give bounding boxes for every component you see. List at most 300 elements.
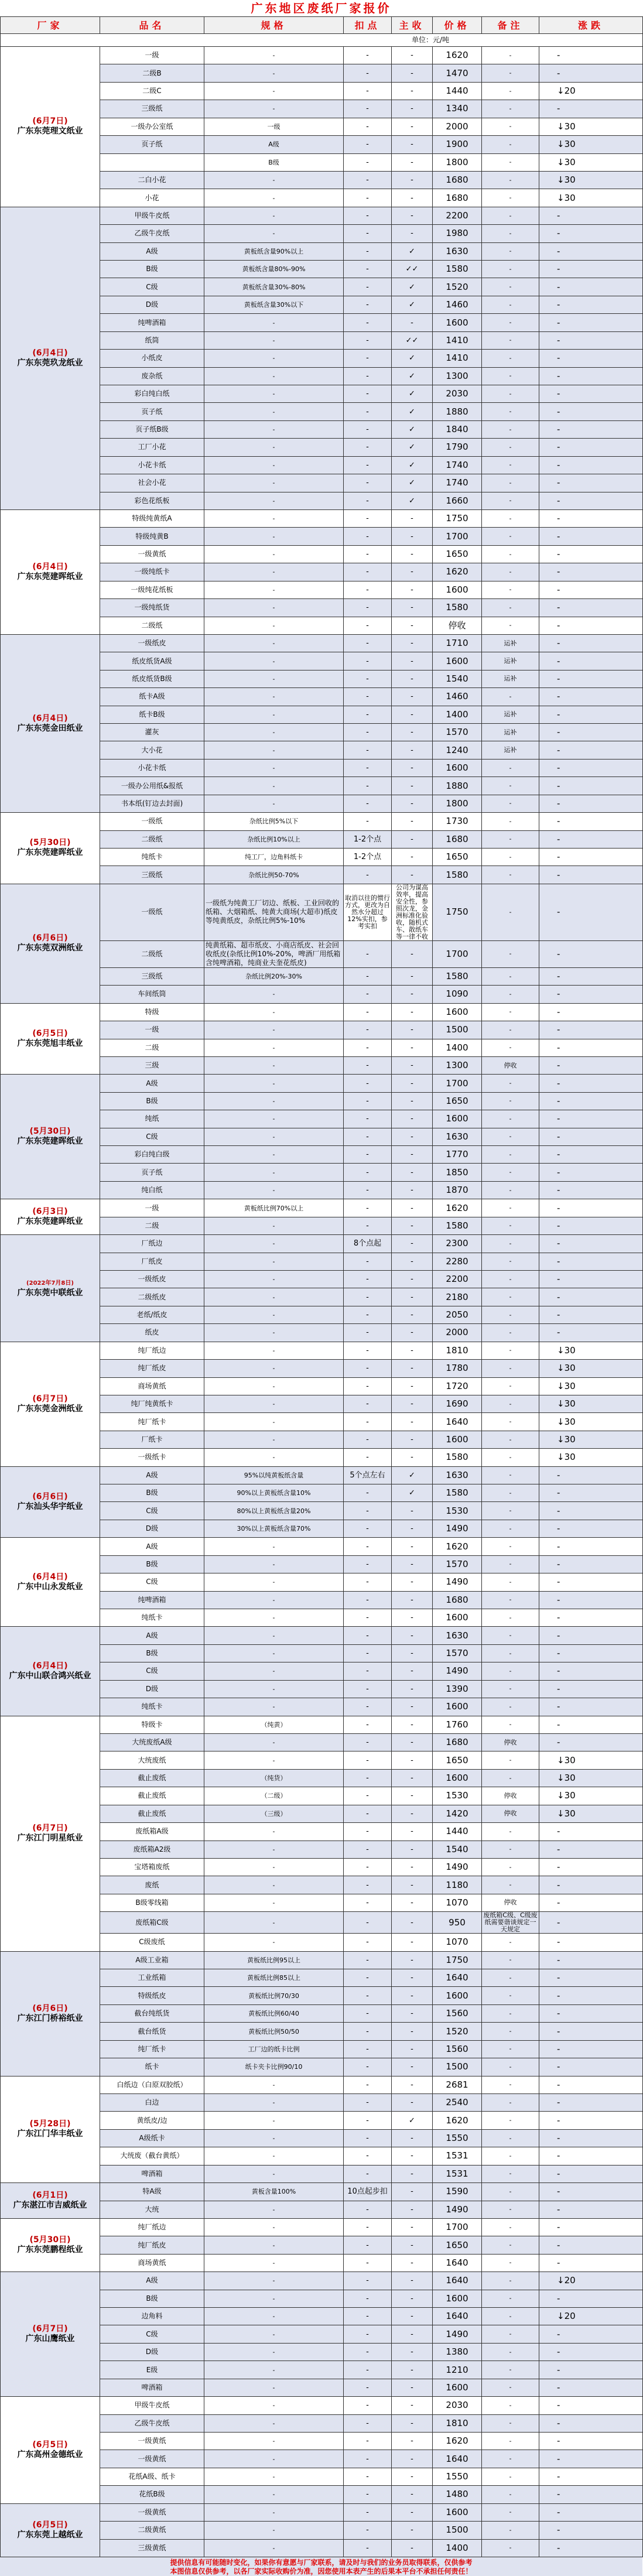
- table-row: [1, 1538, 643, 1555]
- price: 1900: [433, 136, 482, 153]
- product-name: 二级黄纸: [100, 2522, 204, 2539]
- main-check: -: [392, 2165, 433, 2182]
- note: -: [482, 1466, 539, 1484]
- header-spec: 规格: [204, 17, 344, 34]
- note: -: [482, 2522, 539, 2539]
- change: -: [539, 1324, 643, 1342]
- change: -: [539, 1876, 643, 1894]
- factory-name: 广东东莞建晖纸业: [17, 848, 83, 858]
- price: 2540: [433, 2093, 482, 2111]
- deduct: -: [344, 1164, 392, 1181]
- note: -: [482, 1680, 539, 1698]
- deduct: -: [344, 940, 392, 967]
- note: -: [482, 207, 539, 224]
- factory-date: (5月28日): [29, 2119, 71, 2129]
- main-check: -: [392, 1128, 433, 1145]
- spec: 杂纸比例50-70%: [204, 866, 344, 884]
- product-name: 纯厂纸卡: [100, 2040, 204, 2058]
- factory-date: (6月5日): [32, 1029, 68, 1039]
- change: ↓20: [539, 82, 643, 100]
- deduct: -: [344, 278, 392, 296]
- price: 1580: [433, 967, 482, 985]
- note: -: [482, 2414, 539, 2432]
- table-row: [1, 813, 643, 830]
- main-check: -: [392, 1199, 433, 1217]
- table-row: [1, 884, 643, 940]
- note: -: [482, 617, 539, 634]
- main-check: -: [392, 1787, 433, 1805]
- price: 2050: [433, 1306, 482, 1323]
- product-name: [100, 153, 204, 171]
- product-name: 废纸箱A级: [100, 1823, 204, 1841]
- deduct: -: [344, 1627, 392, 1644]
- price: 1500: [433, 2058, 482, 2076]
- price: 1630: [433, 242, 482, 260]
- note: -: [482, 1360, 539, 1377]
- price: 1490: [433, 1858, 482, 1876]
- product-name: 废杂纸: [100, 367, 204, 385]
- deduct: -: [344, 2522, 392, 2539]
- table-row: [1, 2183, 643, 2201]
- spec: -: [204, 1573, 344, 1591]
- price: 1640: [433, 2272, 482, 2290]
- deduct: -: [344, 2468, 392, 2485]
- change: -: [539, 1056, 643, 1074]
- product-name: 啤酒箱: [100, 2379, 204, 2396]
- change: -: [539, 1466, 643, 1484]
- note: -: [482, 1199, 539, 1217]
- change: -: [539, 2218, 643, 2236]
- main-check: -: [392, 706, 433, 723]
- main-check: -: [392, 1021, 433, 1039]
- change: -: [539, 581, 643, 598]
- note: -: [482, 1110, 539, 1128]
- factory-name: 广东东莞中联纸业: [17, 1288, 83, 1298]
- price: 1630: [433, 1128, 482, 1145]
- price: 1630: [433, 1627, 482, 1644]
- price: 1180: [433, 1876, 482, 1894]
- main-check: -: [392, 2325, 433, 2343]
- product-name: 大统废纸: [100, 1751, 204, 1769]
- change: -: [539, 2201, 643, 2218]
- spec: -: [204, 1056, 344, 1074]
- product-name: 一级: [100, 1199, 204, 1217]
- deduct: -: [344, 2361, 392, 2379]
- deduct: -: [344, 420, 392, 438]
- main-check: -: [392, 2058, 433, 2076]
- price: 1570: [433, 724, 482, 741]
- main-check: -: [392, 1502, 433, 1520]
- spec: -: [204, 1217, 344, 1234]
- deduct: -: [344, 474, 392, 492]
- deduct: -: [344, 2093, 392, 2111]
- product-name: 纯厂纸边: [100, 1342, 204, 1359]
- factory-date: (6月4日): [32, 713, 68, 723]
- deduct: -: [344, 1912, 392, 1934]
- note: -: [482, 1751, 539, 1769]
- change: -: [539, 403, 643, 420]
- spec: -: [204, 777, 344, 795]
- main-check: -: [392, 136, 433, 153]
- main-check: ✓: [392, 474, 433, 492]
- note: -: [482, 688, 539, 706]
- note: -: [482, 1092, 539, 1110]
- price: 1460: [433, 688, 482, 706]
- product-name: 一级纯纸卡: [100, 563, 204, 581]
- price: 1240: [433, 741, 482, 759]
- change: -: [539, 1733, 643, 1751]
- change: -: [539, 2254, 643, 2271]
- factory-cell: [1, 1075, 100, 1199]
- spec: -: [204, 2433, 344, 2450]
- price: 1300: [433, 1056, 482, 1074]
- deduct: -: [344, 1324, 392, 1342]
- product-name: 黄纸皮/边: [100, 2112, 204, 2129]
- note: -: [482, 403, 539, 420]
- product-name: 花纸B级: [100, 2486, 204, 2503]
- change: -: [539, 986, 643, 1003]
- price: 1600: [433, 581, 482, 598]
- factory-cell: [1, 634, 100, 812]
- price: 1490: [433, 2325, 482, 2343]
- change: -: [539, 1662, 643, 1680]
- change: -: [539, 1627, 643, 1644]
- product-name: 工业纸箱: [100, 1969, 204, 1987]
- product-name: C级: [100, 1502, 204, 1520]
- change: -: [539, 1146, 643, 1164]
- factory-date: (6月6日): [32, 2003, 68, 2013]
- main-check: -: [392, 940, 433, 967]
- main-check: -: [392, 581, 433, 598]
- main-check: -: [392, 688, 433, 706]
- note: -: [482, 1021, 539, 1039]
- note: -: [482, 278, 539, 296]
- deduct: -: [344, 314, 392, 331]
- price: 1580: [433, 866, 482, 884]
- product-name: 纸卡B级: [100, 706, 204, 723]
- note: -: [482, 1431, 539, 1448]
- change: -: [539, 2397, 643, 2414]
- main-check: -: [392, 866, 433, 884]
- deduct: -: [344, 1858, 392, 1876]
- product-name: B级: [100, 1555, 204, 1573]
- price: 1620: [433, 47, 482, 64]
- price: 1680: [433, 171, 482, 189]
- table-row: [1, 2503, 643, 2521]
- note: -: [482, 563, 539, 581]
- deduct: -: [344, 1520, 392, 1537]
- note: -: [482, 2004, 539, 2022]
- product-name: 特A级: [100, 2183, 204, 2201]
- change: -: [539, 1484, 643, 1502]
- spec: -: [204, 2539, 344, 2557]
- factory-cell: [1, 47, 100, 207]
- change: -: [539, 1555, 643, 1573]
- deduct: -: [344, 82, 392, 100]
- product-name: 纯厂纸皮: [100, 2236, 204, 2254]
- change: -: [539, 940, 643, 967]
- change: -: [539, 545, 643, 563]
- factory-date: (6月7日): [32, 117, 68, 126]
- change: -: [539, 456, 643, 474]
- change: -: [539, 1987, 643, 2004]
- note: -: [482, 2433, 539, 2450]
- factory-cell: [1, 1951, 100, 2076]
- product-name: 三级: [100, 1056, 204, 1074]
- spec: -: [204, 1092, 344, 1110]
- spec: -: [204, 474, 344, 492]
- change: ↓30: [539, 1431, 643, 1448]
- change: -: [539, 2004, 643, 2022]
- product-name: 纸皮纸货B级: [100, 670, 204, 687]
- note: -: [482, 1858, 539, 1876]
- deduct: -: [344, 242, 392, 260]
- price: 1620: [433, 1199, 482, 1217]
- main-check: -: [392, 1573, 433, 1591]
- deduct: -: [344, 1805, 392, 1822]
- spec: -: [204, 1360, 344, 1377]
- deduct: -: [344, 563, 392, 581]
- change: -: [539, 759, 643, 776]
- spec: -: [204, 2254, 344, 2271]
- price: 1490: [433, 1520, 482, 1537]
- price: 1690: [433, 1395, 482, 1412]
- change: -: [539, 2023, 643, 2040]
- unit-row: [1, 34, 643, 47]
- deduct: -: [344, 2112, 392, 2129]
- main-check: -: [392, 1805, 433, 1822]
- product-name: 白纸边（白原双胶纸）: [100, 2076, 204, 2093]
- spec: -: [204, 563, 344, 581]
- price: 1600: [433, 1431, 482, 1448]
- main-check: ✓: [392, 439, 433, 456]
- change: -: [539, 2058, 643, 2076]
- deduct: -: [344, 189, 392, 207]
- deduct: -: [344, 1876, 392, 1894]
- main-check: -: [392, 2040, 433, 2058]
- deduct: -: [344, 1934, 392, 1951]
- deduct: -: [344, 2023, 392, 2040]
- change: -: [539, 1969, 643, 1987]
- price: 1520: [433, 2023, 482, 2040]
- spec: -: [204, 1841, 344, 1858]
- change: -: [539, 1110, 643, 1128]
- spec: -: [204, 1680, 344, 1698]
- change: -: [539, 706, 643, 723]
- note: -: [482, 1075, 539, 1092]
- change: -: [539, 420, 643, 438]
- deduct: -: [344, 706, 392, 723]
- product-name: 特级纯黄纸A: [100, 509, 204, 527]
- change: -: [539, 2165, 643, 2182]
- note: -: [482, 2290, 539, 2307]
- main-check: -: [392, 2522, 433, 2539]
- change: -: [539, 563, 643, 581]
- price: 1640: [433, 2254, 482, 2271]
- spec: -: [204, 706, 344, 723]
- deduct: -: [344, 2058, 392, 2076]
- product-name: 商场黄纸: [100, 2254, 204, 2271]
- price: 1440: [433, 1823, 482, 1841]
- deduct: -: [344, 64, 392, 82]
- deduct: 1-2个点: [344, 848, 392, 865]
- table-row: [1, 1003, 643, 1021]
- change: -: [539, 741, 643, 759]
- deduct: -: [344, 1951, 392, 1969]
- product-name: 小花: [100, 189, 204, 207]
- main-check: -: [392, 1377, 433, 1395]
- main-check: -: [392, 1969, 433, 1987]
- product-name: 纯纸卡: [100, 1698, 204, 1716]
- price: 1410: [433, 331, 482, 349]
- spec: -: [204, 1039, 344, 1056]
- product-name: 截台纯纸货: [100, 2004, 204, 2022]
- note: -: [482, 2076, 539, 2093]
- main-check: -: [392, 1520, 433, 1537]
- table-row: [1, 1235, 643, 1253]
- main-check: -: [392, 189, 433, 207]
- price: 1420: [433, 1805, 482, 1822]
- main-check: -: [392, 1627, 433, 1644]
- main-check: ✓✓: [392, 331, 433, 349]
- price: 1850: [433, 1164, 482, 1181]
- price: 1730: [433, 813, 482, 830]
- main-check: -: [392, 670, 433, 687]
- price: 1600: [433, 1698, 482, 1716]
- main-check: -: [392, 100, 433, 118]
- price: 1531: [433, 2165, 482, 2182]
- main-check: -: [392, 545, 433, 563]
- note: -: [482, 2397, 539, 2414]
- factory-date: (6月4日): [32, 1572, 68, 1582]
- product-name: 厂纸边: [100, 1235, 204, 1253]
- main-check: ✓: [392, 492, 433, 509]
- change: -: [539, 2236, 643, 2254]
- change: -: [539, 207, 643, 224]
- table-row: [1, 1199, 643, 1217]
- main-check: -: [392, 967, 433, 985]
- note: -: [482, 1627, 539, 1644]
- change: -: [539, 350, 643, 367]
- spec: 黄板纸含量90%以上: [204, 242, 344, 260]
- spec: -: [204, 1698, 344, 1716]
- spec: 杂纸比例10%以上: [204, 830, 344, 848]
- product-name: 一级办公用纸&报纸: [100, 777, 204, 795]
- change: -: [539, 670, 643, 687]
- note: -: [482, 2450, 539, 2468]
- main-check: -: [392, 1342, 433, 1359]
- change: -: [539, 2343, 643, 2361]
- spec: -: [204, 2397, 344, 2414]
- factory-name: 广东东莞上越纸业: [17, 2530, 83, 2540]
- main-check: -: [392, 1987, 433, 2004]
- note: -: [482, 350, 539, 367]
- product-name: D级: [100, 296, 204, 313]
- deduct: -: [344, 1253, 392, 1270]
- product-name: 宝塔箱废纸: [100, 1858, 204, 1876]
- price: 1800: [433, 153, 482, 171]
- change: -: [539, 2379, 643, 2396]
- change: -: [539, 866, 643, 884]
- price: 1340: [433, 100, 482, 118]
- factory-name: 广东东莞金田纸业: [17, 723, 83, 733]
- deduct: -: [344, 2218, 392, 2236]
- main-check: -: [392, 1538, 433, 1555]
- product-name: A级工业箱: [100, 1951, 204, 1969]
- price: 1600: [433, 1003, 482, 1021]
- deduct: -: [344, 967, 392, 985]
- note: -: [482, 1609, 539, 1627]
- product-name: 纯啤酒箱: [100, 1591, 204, 1609]
- product-name: B级: [100, 2290, 204, 2307]
- spec: -: [204, 1609, 344, 1627]
- price: 2300: [433, 1235, 482, 1253]
- table-row: [1, 1627, 643, 1644]
- product-name: 小花卡纸: [100, 456, 204, 474]
- note: -: [482, 1823, 539, 1841]
- product-name: 车间纸筒: [100, 986, 204, 1003]
- price: 1650: [433, 545, 482, 563]
- price: 1700: [433, 1075, 482, 1092]
- note: -: [482, 1039, 539, 1056]
- main-check: -: [392, 1146, 433, 1164]
- spec: -: [204, 2503, 344, 2521]
- price: 1880: [433, 403, 482, 420]
- deduct: -: [344, 1092, 392, 1110]
- main-check: -: [392, 759, 433, 776]
- spec: -: [204, 1823, 344, 1841]
- factory-cell: [1, 1466, 100, 1538]
- spec: 一级: [204, 118, 344, 135]
- main-check: -: [392, 1003, 433, 1021]
- product-name: 书本纸(钉边去封面): [100, 795, 204, 812]
- spec: 黄板纸比例50/50: [204, 2023, 344, 2040]
- change: -: [539, 1934, 643, 1951]
- header-note: 备注: [482, 17, 539, 34]
- note: -: [482, 385, 539, 403]
- spec: -: [204, 1075, 344, 1092]
- factory-date: (5月30日): [29, 2235, 71, 2245]
- price: 2200: [433, 1271, 482, 1288]
- spec: -: [204, 1591, 344, 1609]
- note: -: [482, 2147, 539, 2165]
- product-name: 截止废纸: [100, 1805, 204, 1822]
- spec: -: [204, 1876, 344, 1894]
- price: 1500: [433, 2522, 482, 2539]
- main-check: -: [392, 830, 433, 848]
- spec: -: [204, 2325, 344, 2343]
- main-check: -: [392, 2147, 433, 2165]
- product-name: 纯纸卡: [100, 1609, 204, 1627]
- main-check: ✓: [392, 385, 433, 403]
- table-row: [1, 509, 643, 527]
- note: -: [482, 331, 539, 349]
- price: 1580: [433, 1484, 482, 1502]
- note: -: [482, 2165, 539, 2182]
- main-check: -: [392, 2450, 433, 2468]
- change: ↓30: [539, 1413, 643, 1431]
- product-name: 白边: [100, 2093, 204, 2111]
- note: -: [482, 1484, 539, 1502]
- spec: -: [204, 350, 344, 367]
- main-check: -: [392, 2486, 433, 2503]
- change: -: [539, 724, 643, 741]
- product-name: A级: [100, 1466, 204, 1484]
- note: -: [482, 967, 539, 985]
- price: 1490: [433, 1573, 482, 1591]
- note: -: [482, 830, 539, 848]
- note: -: [482, 581, 539, 598]
